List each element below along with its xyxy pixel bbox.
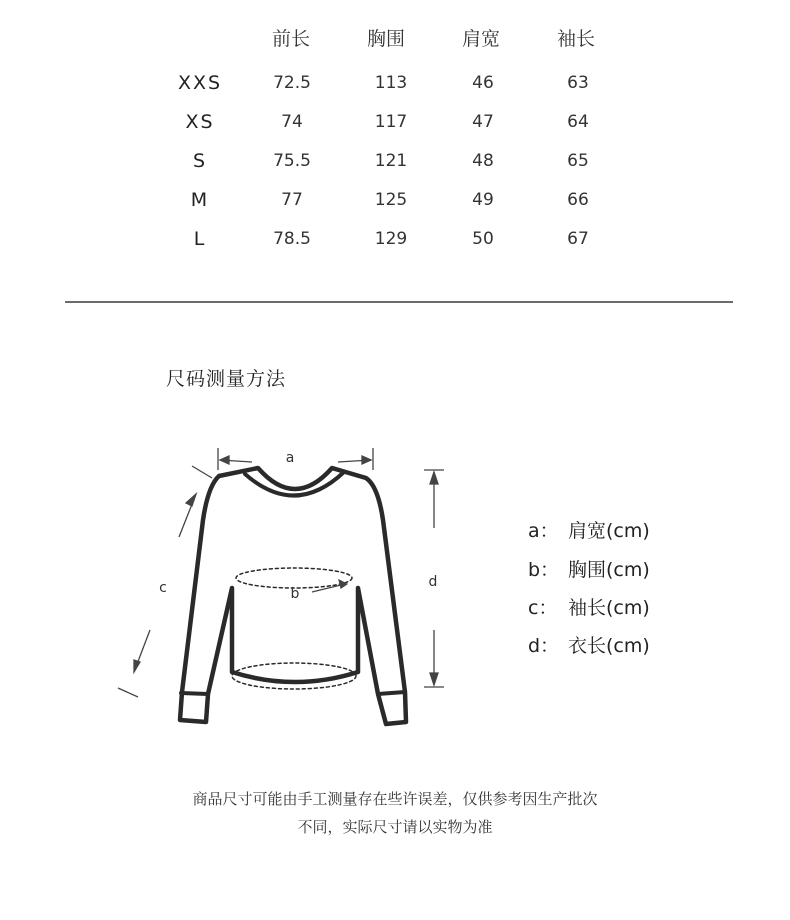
legend-text: 胸围(cm) (568, 559, 650, 581)
shoulder-width-marker (218, 448, 373, 470)
table-cell: 117 (374, 112, 408, 132)
table-cell: 46 (472, 73, 494, 93)
size-label: XS (185, 111, 215, 133)
header-shoulder: 肩宽 (462, 28, 501, 50)
diagram-label-a: a (285, 450, 295, 466)
table-cell: 129 (374, 229, 408, 249)
table-cell: 125 (374, 190, 408, 210)
legend-key: d： (528, 635, 560, 657)
legend-key: a： (528, 520, 559, 542)
table-cell: 49 (472, 190, 494, 210)
chest-measure-ellipse (236, 568, 352, 588)
legend-text: 袖长(cm) (568, 597, 650, 619)
legend-text: 衣长(cm) (568, 635, 650, 657)
diagram-label-b: b (290, 586, 300, 602)
sweater-measurement-diagram (100, 430, 480, 760)
header-front-length: 前长 (272, 28, 311, 50)
table-cell: 72.5 (273, 73, 311, 93)
diagram-label-c: c (159, 580, 167, 596)
table-cell: 64 (567, 112, 589, 132)
legend-key: c： (528, 597, 558, 619)
legend-key: b： (528, 559, 560, 581)
table-cell: 66 (567, 190, 589, 210)
section-divider (65, 301, 733, 303)
collar-line (245, 472, 344, 496)
legend-item-a (528, 516, 650, 543)
table-cell: 121 (374, 151, 408, 171)
size-label: S (192, 150, 208, 172)
measurement-method-title: 尺码测量方法 (166, 368, 287, 390)
header-chest: 胸围 (367, 28, 406, 50)
disclaimer-line-1: 商品尺寸可能由手工测量存在些许误差，仅供参考因生产批次 (192, 790, 598, 808)
right-cuff-line (378, 692, 405, 694)
table-cell: 75.5 (273, 151, 311, 171)
table-cell: 77 (281, 190, 303, 210)
table-cell: 50 (472, 229, 494, 249)
table-cell: 74 (281, 112, 303, 132)
legend-item-c (528, 593, 650, 620)
disclaimer-line-2: 不同，实际尺寸请以实物为准 (297, 818, 493, 836)
size-label: M (190, 189, 210, 211)
table-cell: 78.5 (273, 229, 311, 249)
left-cuff-line (181, 693, 208, 694)
table-cell: 48 (472, 151, 494, 171)
legend-text: 肩宽(cm) (568, 520, 650, 542)
header-sleeve: 袖长 (557, 28, 596, 50)
table-cell: 63 (567, 73, 589, 93)
table-cell: 67 (567, 229, 589, 249)
diagram-label-d: d (428, 574, 438, 590)
legend-item-b (528, 555, 650, 582)
table-cell: 65 (567, 151, 589, 171)
size-label: L (193, 228, 207, 250)
legend-item-d (528, 631, 650, 658)
size-chart-table (0, 0, 790, 260)
size-label: XXS (177, 72, 223, 94)
table-cell: 47 (472, 112, 494, 132)
table-cell: 113 (374, 73, 408, 93)
